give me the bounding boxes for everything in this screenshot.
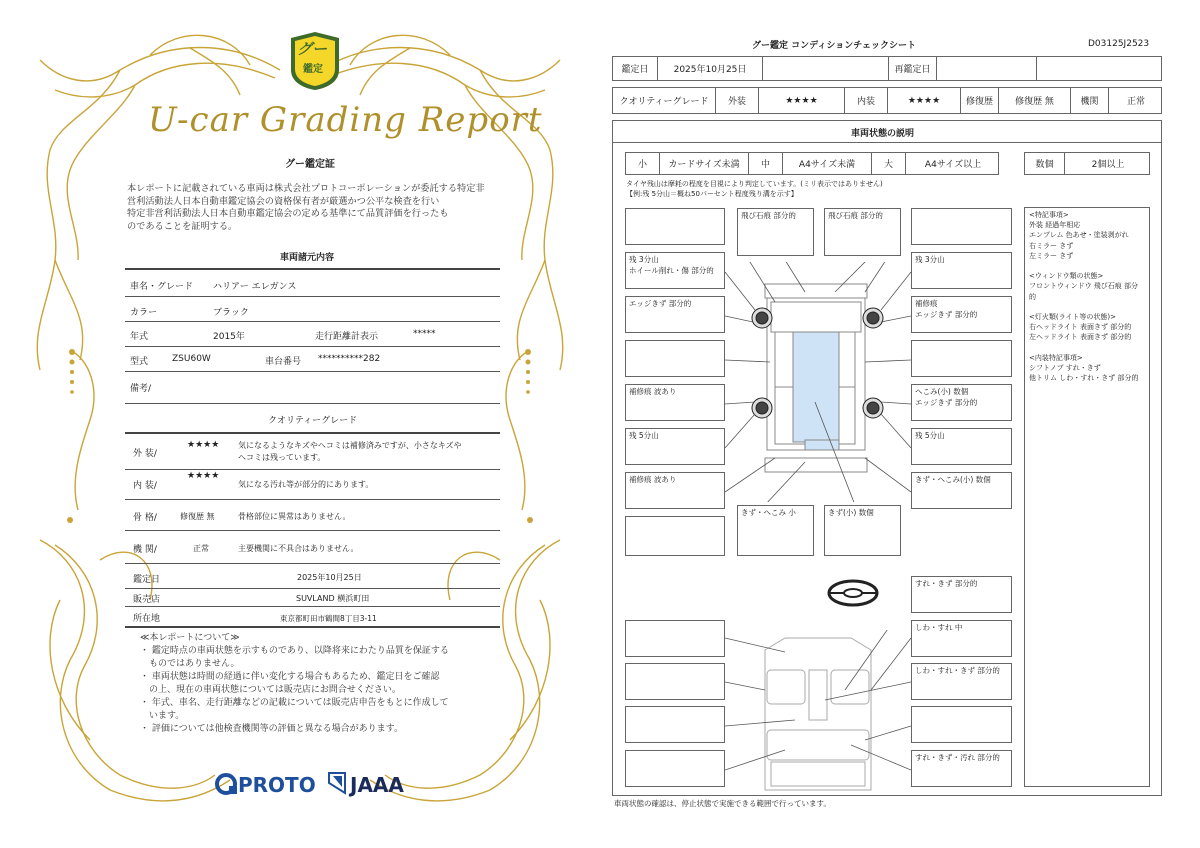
ext-box-right-1 [911, 208, 1012, 245]
count-label: 数個 [1025, 153, 1065, 174]
tire-example: 【例:残 5分山＝概ね50パーセント程度残り溝を示す】 [626, 190, 798, 198]
frame-value: 修復歴 無 [180, 512, 215, 521]
engine-label: 機 関/ [133, 545, 157, 555]
size-large: 大 [872, 153, 906, 174]
ext-box-right-2: 残 3分山 [911, 252, 1012, 289]
sheet-int-stars: ★★★★ [888, 88, 961, 113]
size-mid-desc: A4サイズ未満 [783, 153, 872, 174]
dealer-value: SUVLAND 横浜町田 [296, 594, 370, 603]
size-large-desc: A4サイズ以上 [924, 160, 982, 170]
sheet-quality-label: クオリティーグレード [613, 88, 716, 113]
report-title: U-car Grading Report [148, 100, 543, 140]
ext-box-top-1: 飛び石痕 部分的 [737, 208, 814, 256]
sheet-repair-label: 修復歴 [961, 88, 999, 113]
remarks-label: 備考/ [130, 384, 152, 394]
sheet-ext-label: 外装 [716, 88, 759, 113]
size-small: 小 [626, 153, 660, 174]
ext-box-left-7: 補修痕 波あり [625, 472, 725, 509]
ext-box-bottom-1: きず・へこみ 小 [737, 505, 814, 556]
ext-box-left-1 [625, 208, 725, 245]
int-box-left-4 [625, 750, 725, 787]
sheet-footer: 車両状態の確認は、停止状態で実施できる範囲で行っています。 [614, 799, 831, 808]
frame-label: 骨 格/ [133, 513, 157, 523]
mileage-value: ***** [413, 329, 436, 339]
address-value: 東京都町田市鶴間8丁目3-11 [280, 614, 377, 623]
jaaa-brand: JAAA [350, 773, 404, 797]
exterior-text: 気になるようなキズやヘコミは補修済みですが、小さなキズや ヘコミは残っています。 [238, 441, 462, 462]
interior-text: 気になる汚れ等が部分的にあります。 [238, 480, 374, 489]
ext-box-right-3: 補修痕 エッジきず 部分的 [911, 296, 1012, 333]
int-box-left-2 [625, 663, 725, 700]
ext-box-left-6: 残 5分山 [625, 428, 725, 465]
car-exterior-diagram [725, 262, 911, 502]
steering-wheel-icon [826, 578, 880, 608]
sheet-date-label: 鑑定日 [613, 57, 658, 80]
exterior-stars: ★★★★ [187, 440, 220, 450]
interior-label: 内 装/ [133, 481, 157, 491]
name-value: ハリアー エレガンス [213, 282, 297, 292]
engine-value: 正常 [193, 544, 209, 553]
sheet-engine-value: 正常 [1126, 97, 1145, 107]
size-legend [625, 152, 999, 175]
frame-text: 骨格部位に異常はありません。 [238, 512, 351, 521]
special-notes-box [1024, 207, 1150, 787]
ext-box-bottom-2: きず(小) 数個 [824, 505, 901, 556]
color-label: カラー [130, 308, 158, 318]
ext-box-left-8 [625, 516, 725, 556]
chassis-value: **********282 [318, 354, 381, 364]
int-box-right-3: しわ・すれ・きず 部分的 [911, 663, 1012, 700]
ext-box-right-7: きず・へこみ(小) 数個 [911, 472, 1012, 509]
ext-box-left-5: 補修痕 波あり [625, 384, 725, 421]
count-legend [1024, 152, 1150, 175]
model-label: 型式 [130, 357, 149, 367]
chassis-label: 車台番号 [265, 357, 302, 367]
int-box-right-1: すれ・きず 部分的 [911, 576, 1012, 613]
sheet-code: D03125J2523 [1088, 39, 1150, 49]
sheet-int-label: 内装 [845, 88, 888, 113]
size-small-desc: カードサイズ未満 [660, 153, 749, 174]
cert-text: 本レポートに記載されている車両は株式会社プロトコーポレーションが委託する特定非 営利活動法人日本自動車鑑定協会の資格保有者が厳選かつ公平な検査を行い 特定非営利活動法人日本自動車鑑定協会の定める基準にて品質評価を行ったも のであることを証明する。 [127, 183, 485, 232]
int-box-left-3 [625, 706, 725, 743]
cert-heading: グー鑑定証 [285, 159, 335, 170]
size-mid: 中 [749, 153, 783, 174]
model-value: ZSU60W [172, 354, 211, 364]
condition-heading: 車両状態の説明 [851, 129, 915, 139]
report-notes: ≪本レポートについて≫ ・ 鑑定時点の車両状態を示すものであり、以降将来にわたり品質を保証する ものではありません。 ・ 車両状態は時間の経過に伴い変化する場合もあるため、鑑定日をご確認 の上、現在の車両状態については販売店にお問合せください。 ・ 年式、車名、走行距離などの記載については販売店申告をもとに作成して います。 ・ 評価については他検査機関等の評価と異なる場合があります。 [140, 633, 449, 734]
logo-text: グー [297, 40, 328, 58]
dealer-label: 販売店 [133, 595, 161, 605]
date-value: 2025年10月25日 [297, 573, 362, 582]
ext-box-top-2: 飛び石痕 部分的 [824, 208, 901, 256]
sheet-title: グー鑑定 コンディションチェックシート [752, 41, 916, 51]
color-value: ブラック [213, 308, 249, 318]
proto-logo-icon [214, 771, 240, 797]
exterior-label: 外 装/ [133, 449, 157, 459]
redate-label: 再鑑定日 [889, 57, 937, 80]
ext-box-left-3: エッジきず 部分的 [625, 296, 725, 333]
int-box-right-5: すれ・きず・汚れ 部分的 [911, 750, 1012, 787]
date-label: 鑑定日 [133, 575, 161, 585]
name-label: 車名・グレード [130, 282, 194, 292]
special-notes: <特記事項> 外装 経過年相応 エンブレム 色あせ・塗装剥がれ 右ミラー きず 左ミラー きず <ウィンドウ類の状態> フロントウィンドウ 飛び石痕 部分的 <灯火類(ライト等の状態)> 右ヘッドライト 表面きず 部分的 左ヘッドライト 表面きず 部分的 <内装特記事項> シフトノブ すれ・きず 他トリム しわ・すれ・きず 部分的 [1029, 211, 1139, 383]
quality-heading: クオリティーグレード [268, 416, 358, 426]
year-label: 年式 [130, 332, 149, 342]
jaaa-logo-icon [326, 770, 348, 796]
date-row [612, 56, 1162, 81]
specs-heading: 車両諸元内容 [280, 253, 335, 263]
sheet-ext-stars: ★★★★ [759, 88, 845, 113]
sheet-engine-label: 機関 [1071, 88, 1109, 113]
proto-brand: PROTO [238, 773, 316, 797]
tire-note: タイヤ残山は摩耗の程度を目視により判定しています。(ミリ表示ではありません) [626, 180, 883, 188]
ext-box-right-5: へこみ(小) 数個 エッジきず 部分的 [911, 384, 1012, 421]
year-value: 2015年 [213, 332, 245, 342]
int-box-left-1 [625, 620, 725, 657]
logo-subtext: 鑑定 [303, 64, 323, 75]
ext-box-left-4 [625, 340, 725, 377]
int-box-right-4 [911, 706, 1012, 743]
ext-box-right-6: 残 5分山 [911, 428, 1012, 465]
ext-box-left-2: 残 3分山 ホイール削れ・傷 部分的 [625, 252, 725, 289]
int-box-right-2: しわ・すれ 中 [911, 620, 1012, 657]
car-interior-diagram [725, 630, 911, 795]
address-label: 所在地 [133, 614, 161, 624]
ext-box-right-4 [911, 340, 1012, 377]
grade-row [612, 87, 1162, 114]
interior-stars: ★★★★ [187, 471, 220, 481]
sheet-date-value: 2025年10月25日 [658, 57, 763, 80]
mileage-label: 走行距離計表示 [315, 332, 379, 342]
engine-text: 主要機関に不具合はありません。 [238, 544, 359, 553]
condition-check-sheet [600, 0, 1200, 848]
sheet-repair-value: 修復歴 無 [999, 88, 1071, 113]
count-value: 2個以上 [1091, 160, 1125, 170]
